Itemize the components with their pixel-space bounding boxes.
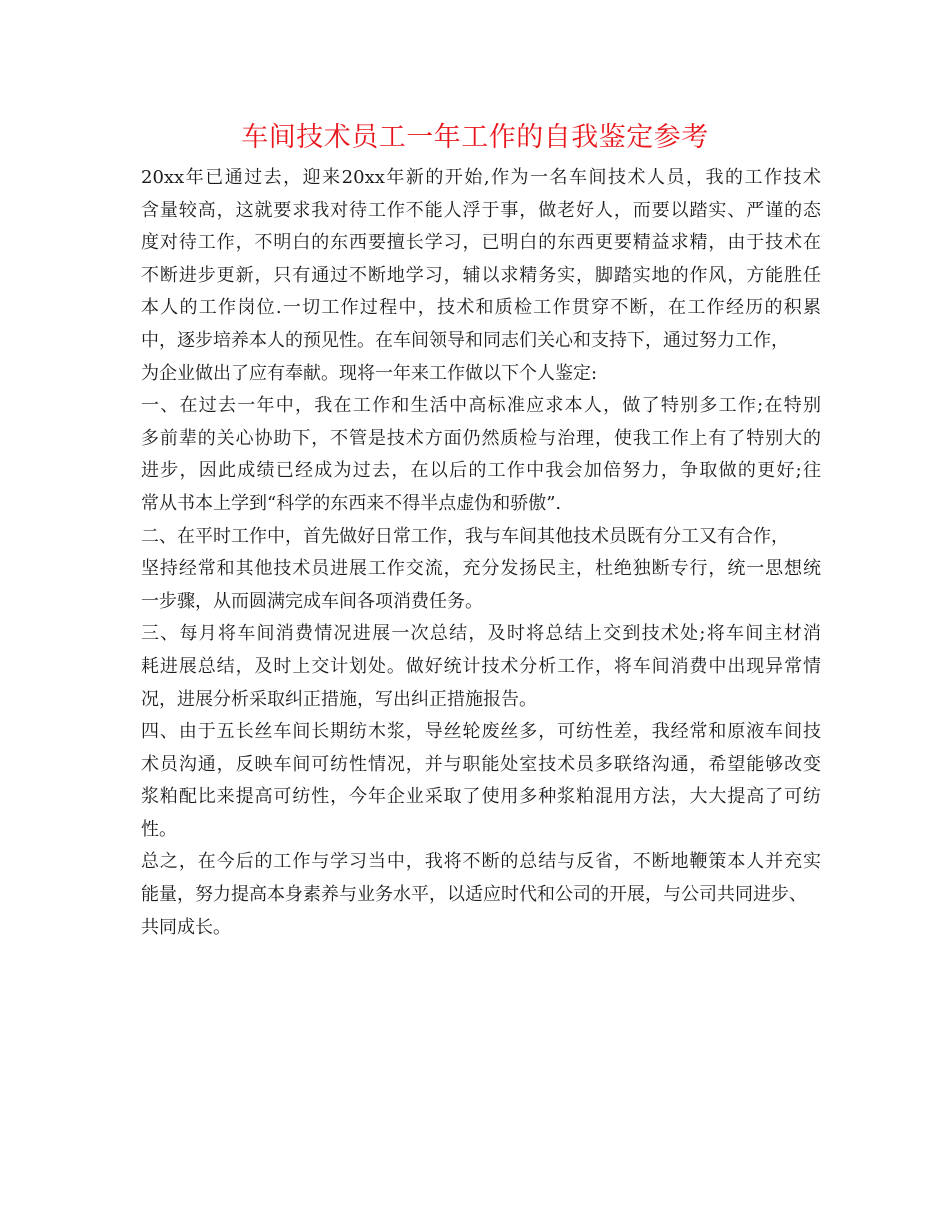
document-body — [141, 162, 821, 944]
body-line: 进步，因此成绩已经成为过去，在以后的工作中我会加倍努力，争取做的更好;往 — [141, 460, 821, 482]
body-line: 能量，努力提高本身素养与业务水平，以适应时代和公司的开展，与公司共同进步、 — [141, 884, 807, 906]
body-line: 本人的工作岗位.一切工作过程中，技术和质检工作贯穿不断，在工作经历的积累 — [141, 297, 821, 319]
body-line: 20xx年已通过去，迎来20xx年新的开始,作为一名车间技术人员，我的工作技术 — [141, 167, 821, 188]
body-line: 一步骤，从而圆满完成车间各项消费任务。 — [141, 590, 483, 612]
body-line: 浆粕配比来提高可纺性，今年企业采取了使用多种浆粕混用方法，大大提高了可纺 — [141, 786, 821, 808]
body-line: 共同成长。 — [141, 916, 231, 938]
body-line: 度对待工作，不明白的东西要擅长学习，已明白的东西更要精益求精，由于技术在 — [141, 232, 821, 254]
body-line: 二、在平时工作中，首先做好日常工作，我与车间其他技术员既有分工又有合作， — [141, 525, 789, 547]
body-line: 四、由于五长丝车间长期纺木浆，导丝轮废丝多，可纺性差，我经常和原液车间技 — [141, 721, 821, 743]
body-line: 性。 — [141, 818, 177, 840]
document-title: 车间技术员工一年工作的自我鉴定参考 — [241, 122, 709, 153]
body-line: 含量较高，这就要求我对待工作不能人浮于事，做老好人，而要以踏实、严谨的态 — [141, 199, 821, 221]
body-line: 术员沟通，反映车间可纺性情况，并与职能处室技术员多联络沟通，希望能够改变 — [141, 753, 821, 775]
body-line: 不断进步更新，只有通过不断地学习，辅以求精务实，脚踏实地的作风，方能胜任 — [141, 264, 821, 286]
body-line: 况，进展分析采取纠正措施，写出纠正措施报告。 — [141, 688, 537, 710]
body-line: 多前辈的关心协助下，不管是技术方面仍然质检与治理，使我工作上有了特别大的 — [141, 427, 821, 449]
body-line: 中，逐步培养本人的预见性。在车间领导和同志们关心和支持下，通过努力工作， — [141, 329, 789, 351]
body-line: 坚持经常和其他技术员进展工作交流，充分发扬民主，杜绝独断专行，统一思想统 — [141, 558, 821, 580]
body-line: 总之，在今后的工作与学习当中，我将不断的总结与反省，不断地鞭策本人并充实 — [141, 851, 821, 873]
body-line: 耗进展总结，及时上交计划处。做好统计技术分析工作，将车间消费中出现异常情 — [141, 655, 821, 677]
body-line: 三、每月将车间消费情况进展一次总结，及时将总结上交到技术处;将车间主材消 — [141, 623, 821, 645]
body-line: 为企业做出了应有奉献。现将一年来工作做以下个人鉴定: — [141, 362, 598, 384]
body-line: 常从书本上学到“科学的东西来不得半点虚伪和骄傲”. — [141, 492, 562, 514]
body-line: 一、在过去一年中，我在工作和生活中高标准应求本人，做了特别多工作;在特别 — [141, 395, 821, 417]
